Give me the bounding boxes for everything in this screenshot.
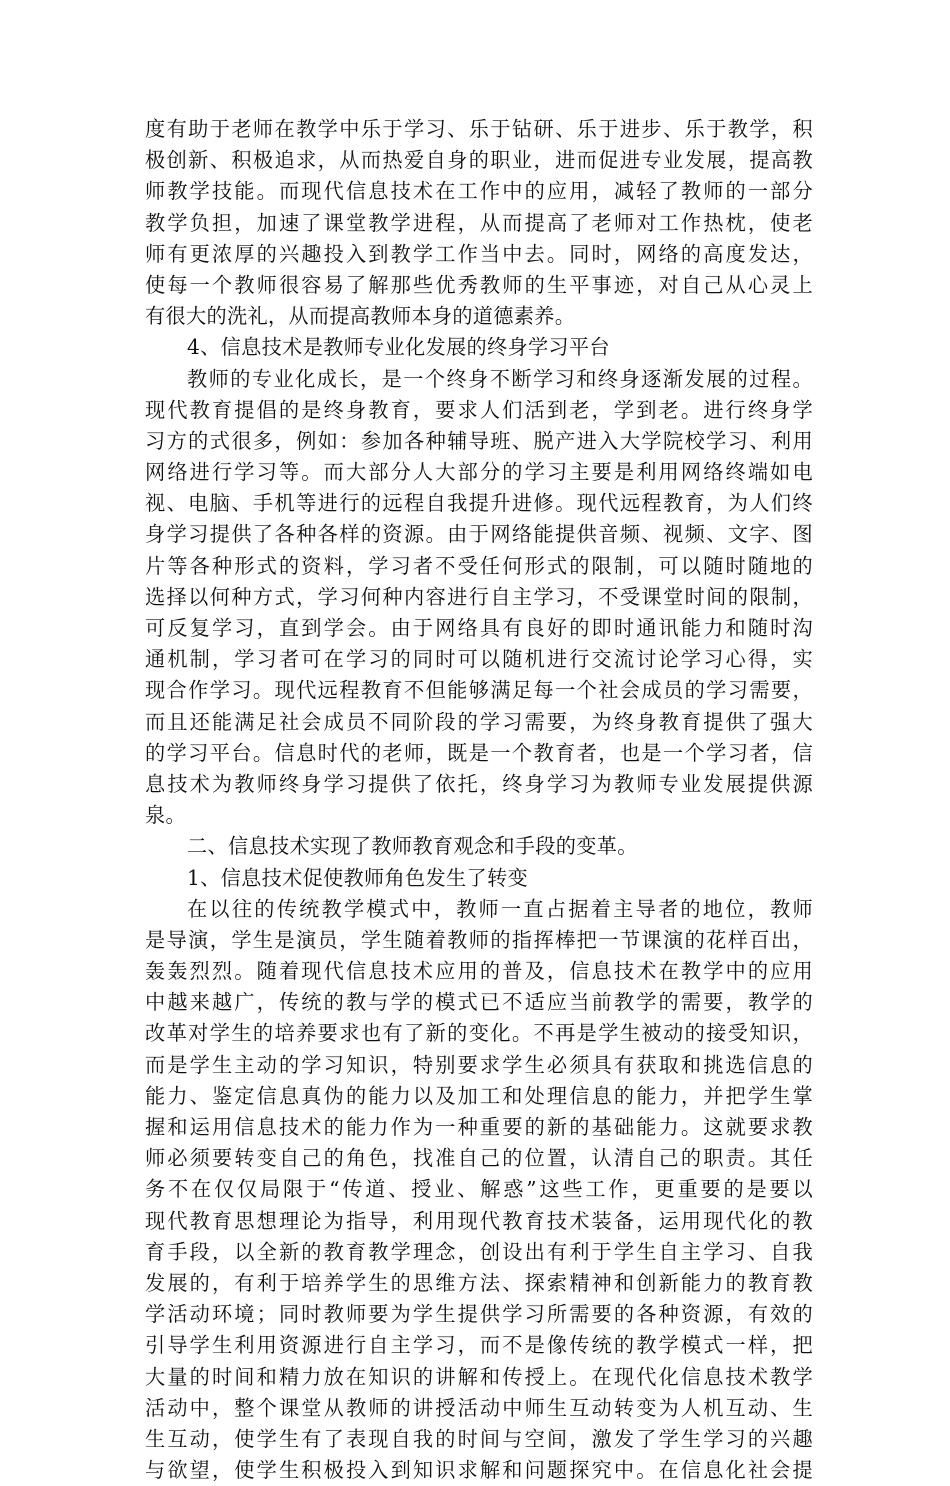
text-line: 泉。 — [145, 803, 186, 828]
text-line: 生互动，使学生有了表现自我的时间与空间，激发了学生学习的兴趣 — [145, 1426, 813, 1451]
text-line: 教学负担，加速了课堂教学进程，从而提高了老师对工作热枕，使老 — [145, 210, 813, 235]
text-line: 度有助于老师在教学中乐于学习、乐于钻研、乐于进步、乐于教学，积 — [145, 117, 813, 141]
text-line: 引导学生利用资源进行自主学习，而不是像传统的教学模式一样，把 — [145, 1333, 813, 1358]
text-line: 极创新、积极追求，从而热爱自身的职业，进而促进专业发展，提高教 — [145, 148, 813, 173]
text-line: 有很大的洗礼，从而提高教师本身的道德素养。 — [145, 304, 576, 329]
text-line: 是导演，学生是演员，学生随着教师的指挥棒把一节课演的花样百出， — [145, 927, 813, 952]
text-line: 轰轰烈烈。随着现代信息技术应用的普及，信息技术在教学中的应用 — [145, 959, 813, 984]
text-line: 能力、鉴定信息真伪的能力以及加工和处理信息的能力，并把学生掌 — [145, 1083, 813, 1108]
text-line: 而且还能满足社会成员不同阶段的学习需要，为终身教育提供了强大 — [145, 709, 813, 734]
text-line: 二、信息技术实现了教师教育观念和手段的变革。 — [187, 834, 638, 859]
text-line: 习方的式很多，例如：参加各种辅导班、脱产进入大学院校学习、利用 — [145, 428, 813, 453]
text-line: 现合作学习。现代远程教育不但能够满足每一个社会成员的学习需要， — [145, 678, 813, 703]
text-line: 可反复学习，直到学会。由于网络具有良好的即时通讯能力和随时沟 — [145, 616, 813, 640]
text-line: 活动中，整个课堂从教师的讲授活动中师生互动转变为人机互动、生 — [145, 1395, 813, 1420]
text-line: 4、信息技术是教师专业化发展的终身学习平台 — [187, 335, 610, 360]
text-line: 师有更浓厚的兴趣投入到教学工作当中去。同时，网络的高度发达， — [145, 241, 813, 266]
text-line: 发展的，有利于培养学生的思维方法、探索精神和创新能力的教育教 — [145, 1270, 813, 1295]
text-line: 现代教育提倡的是终身教育，要求人们活到老，学到老。进行终身学 — [145, 397, 813, 422]
text-line: 息技术为教师终身学习提供了依托，终身学习为教师专业发展提供源 — [145, 771, 813, 796]
text-line: 视、电脑、手机等进行的远程自我提升进修。现代远程教育，为人们终 — [145, 491, 813, 516]
text-line: 与欲望，使学生积极投入到知识求解和问题探究中。在信息化社会提 — [145, 1458, 813, 1483]
text-line: 片等各种形式的资料，学习者不受任何形式的限制，可以随时随地的 — [145, 553, 813, 578]
text-line: 的学习平台。信息时代的老师，既是一个教育者，也是一个学习者，信 — [145, 740, 813, 765]
text-line: 教师的专业化成长，是一个终身不断学习和终身逐渐发展的过程。 — [187, 366, 813, 391]
text-line: 改革对学生的培养要求也有了新的变化。不再是学生被动的接受知识， — [145, 1021, 813, 1046]
text-line: 现代教育思想理论为指导，利用现代教育技术装备，运用现代化的教 — [145, 1208, 813, 1233]
text-line: 身学习提供了各种各样的资源。由于网络能提供音频、视频、文字、图 — [145, 522, 813, 547]
text-line: 育手段，以全新的教育教学理念，创设出有利于学生自主学习、自我 — [145, 1239, 813, 1264]
text-line: 师必须要转变自己的角色，找准自己的位置，认清自己的职责。其任 — [145, 1146, 813, 1171]
text-line: 中越来越广，传统的教与学的模式已不适应当前教学的需要，教学的 — [145, 990, 813, 1015]
text-line: 通机制，学习者可在学习的同时可以随机进行交流讨论学习心得，实 — [145, 647, 813, 672]
text-line: 在以往的传统教学模式中，教师一直占据着主导者的地位，教师 — [187, 896, 813, 921]
text-line: 务不在仅仅局限于“传道、授业、解惑”这些工作，更重要的是要以 — [145, 1177, 813, 1202]
text-line: 网络进行学习等。而大部分人大部分的学习主要是利用网络终端如电 — [145, 460, 813, 485]
text-line: 大量的时间和精力放在知识的讲解和传授上。在现代化信息技术教学 — [145, 1364, 813, 1389]
text-line: 选择以何种方式，学习何种内容进行自主学习，不受课堂时间的限制， — [145, 584, 813, 609]
text-line: 学活动环境；同时教师要为学生提供学习所需要的各种资源，有效的 — [145, 1302, 813, 1327]
text-line: 1、信息技术促使教师角色发生了转变 — [187, 865, 528, 890]
text-line: 使每一个教师很容易了解那些优秀教师的生平事迹，对自己从心灵上 — [145, 272, 813, 297]
document-page — [145, 114, 813, 1483]
text-line: 师教学技能。而现代信息技术在工作中的应用，减轻了教师的一部分 — [145, 179, 813, 204]
text-line: 而是学生主动的学习知识，特别要求学生必须具有获取和挑选信息的 — [145, 1052, 813, 1077]
text-line: 握和运用信息技术的能力作为一种重要的新的基础能力。这就要求教 — [145, 1115, 813, 1139]
